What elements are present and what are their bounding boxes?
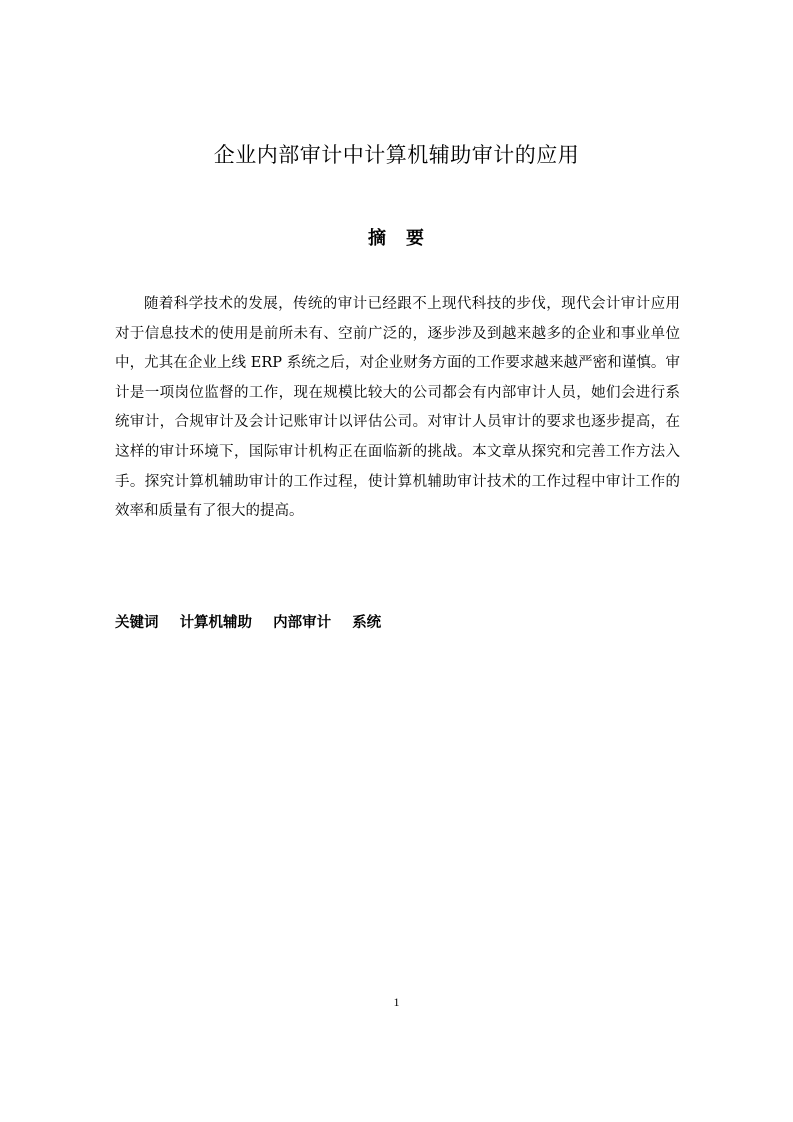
keyword-item: 计算机辅助 <box>179 615 253 631</box>
keywords-line <box>115 612 680 634</box>
document-title: 企业内部审计中计算机辅助审计的应用 <box>213 143 580 167</box>
keywords-label: 关键词 <box>115 615 159 631</box>
abstract-body: 随着科学技术的发展，传统的审计已经跟不上现代科技的步伐，现代会计审计应用对于信息技术的使用是前所未有、空前广泛的，逐步涉及到越来越多的企业和事业单位中，尤其在企业上线 ERP 系统之后，对企业财务方面的工作要求越来越严密和谨慎。审计是一项岗位监督的工作，现在规模比较大的公司都会有内部审计人员，她们会进行系统审计，合规审计及会计记账审计以评估公司。对审计人员审计的要求也逐步提高，在这样的审计环境下，国际审计机构正在面临新的挑战。本文章从探究和完善工作方法入手。探究计算机辅助审计的工作过程，使计算机辅助审计技术的工作过程中审计工作的效率和质量有了很大的提高。 <box>115 296 680 520</box>
keyword-item: 内部审计 <box>273 615 332 631</box>
page-number: 1 <box>393 995 400 1009</box>
abstract-heading: 摘 要 <box>368 228 425 249</box>
keyword-item: 系统 <box>352 615 382 631</box>
